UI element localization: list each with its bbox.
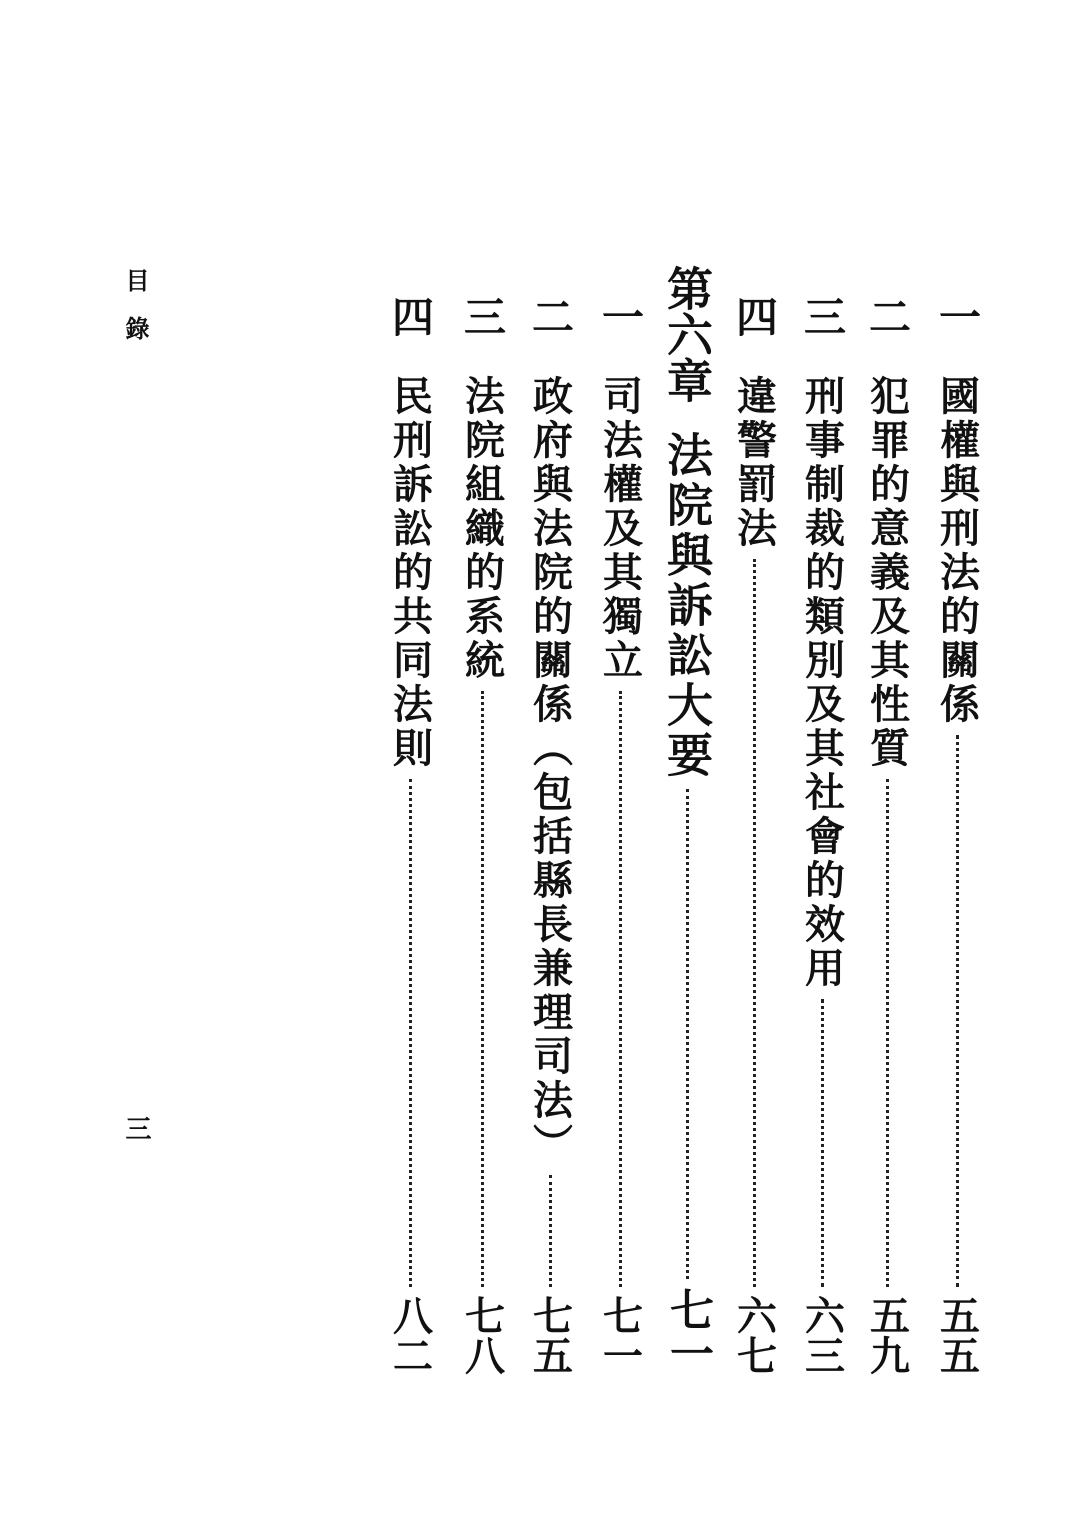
toc-entry[interactable]	[518, 295, 582, 1375]
entry-page: 六七	[730, 1295, 778, 1375]
entry-page: 七一	[596, 1295, 644, 1375]
entry-page: 八二	[386, 1295, 434, 1375]
toc-entry[interactable]	[722, 295, 786, 1375]
dot-leader	[821, 999, 824, 1287]
entry-title: 法院組織的系統	[458, 375, 506, 683]
chapter-title: 法院與訴訟大要	[660, 431, 714, 781]
entry-page: 七一	[662, 1287, 713, 1375]
toc-entry[interactable]	[925, 295, 989, 1375]
toc-chapter-entry[interactable]	[655, 265, 719, 1375]
toc-entry[interactable]	[790, 295, 854, 1375]
dot-leader	[409, 779, 412, 1287]
entry-number: 一	[596, 295, 645, 337]
entry-title: 民刑訴訟的共同法則	[386, 375, 434, 771]
entry-number: 三	[458, 295, 507, 337]
running-title: 目錄	[121, 268, 150, 364]
dot-leader	[753, 559, 756, 1287]
toc-entry[interactable]	[378, 295, 442, 1375]
entry-number: 四	[386, 295, 435, 337]
entry-page: 七八	[458, 1295, 506, 1375]
entry-number: 四	[730, 295, 779, 337]
dot-leader	[686, 789, 689, 1279]
entry-page: 六三	[798, 1295, 846, 1375]
chapter-label: 第六章	[660, 265, 714, 403]
entry-number: 二	[526, 295, 575, 337]
entry-title: 國權與刑法的關係	[933, 375, 981, 727]
dot-leader	[956, 735, 959, 1287]
entry-number: 一	[933, 295, 982, 337]
dot-leader	[619, 691, 622, 1287]
entry-title: 犯罪的意義及其性質	[863, 375, 911, 771]
dot-leader	[886, 779, 889, 1287]
toc-entry[interactable]	[588, 295, 652, 1375]
dot-leader	[549, 1175, 552, 1287]
entry-title: 司法權及其獨立	[596, 375, 644, 683]
page-number: 三	[121, 1115, 151, 1141]
entry-page: 七五	[526, 1295, 574, 1375]
entry-title: 違警罰法	[730, 375, 778, 551]
dot-leader	[481, 691, 484, 1287]
toc-entry[interactable]	[450, 295, 514, 1375]
entry-title: 政府與法院的關係（包括縣長兼理司法）	[526, 375, 574, 1167]
entry-page: 五九	[863, 1295, 911, 1375]
entry-title: 刑事制裁的類別及其社會的效用	[798, 375, 846, 991]
toc-entry[interactable]	[855, 295, 919, 1375]
entry-number: 三	[798, 295, 847, 337]
entry-number: 二	[863, 295, 912, 337]
entry-page: 五五	[933, 1295, 981, 1375]
